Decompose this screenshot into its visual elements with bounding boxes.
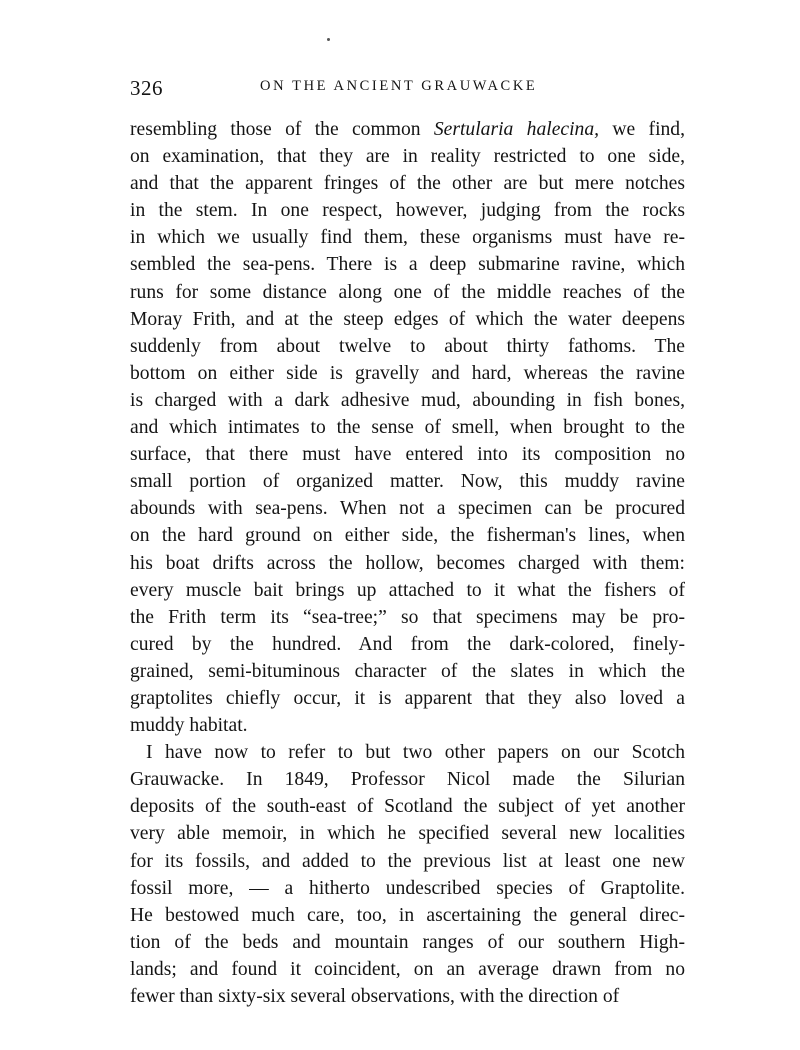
text-line: sembled the sea-pens. There is a deep submarine ravine, which [130, 254, 685, 276]
text-line: abounds with sea-pens. When not a specimen can be procured [130, 498, 685, 520]
paragraph [130, 739, 685, 1010]
text-line: in which we usually find them, these organisms must have re- [130, 227, 685, 249]
page-number: 326 [130, 76, 163, 100]
text-line: tion of the beds and mountain ranges of our southern High- [130, 931, 685, 953]
text-line: runs for some distance along one of the middle reaches of the [130, 281, 685, 303]
text-line: cured by the hundred. And from the dark-colored, finely- [130, 633, 685, 655]
running-head: ON THE ANCIENT GRAUWACKE [260, 78, 538, 94]
text-line: resembling those of the common Sertularia halecina, we find, [130, 119, 685, 140]
text-line: graptolites chiefly occur, it is apparent that they also loved a [130, 687, 685, 709]
text-line: is charged with a dark adhesive mud, abounding in fish bones, [130, 389, 685, 411]
text-line: Grauwacke. In 1849, Professor Nicol made the Silurian [130, 769, 685, 791]
text-line: on the hard ground on either side, the fisherman's lines, when [130, 525, 685, 547]
text-line: for its fossils, and added to the previous list at least one new [130, 850, 685, 872]
text-line: and that the apparent fringes of the other are but mere notches [130, 173, 685, 195]
text-line: very able memoir, in which he specified several new localities [130, 823, 685, 845]
text-line: and which intimates to the sense of smell, when brought to the [130, 417, 685, 439]
text-line: deposits of the south-east of Scotland the subject of yet another [130, 796, 685, 818]
text-line: Moray Frith, and at the steep edges of which the water deepens [130, 308, 685, 330]
text-line: lands; and found it coincident, on an average drawn from no [130, 958, 685, 980]
text-line: the Frith term its “sea-tree;” so that specimens may be pro- [130, 606, 685, 628]
text-line: small portion of organized matter. Now, this muddy ravine [130, 471, 685, 493]
text-line: every muscle bait brings up attached to it what the fishers of [130, 579, 685, 601]
page-speck [327, 38, 330, 41]
text-line: suddenly from about twelve to about thirty fathoms. The [130, 335, 685, 357]
page-header [130, 74, 685, 104]
text-line: muddy habitat. [130, 715, 248, 737]
body-text [130, 116, 685, 1010]
text-line: bottom on either side is gravelly and hard, whereas the ravine [130, 362, 685, 384]
text-line: grained, semi-bituminous character of the slates in which the [130, 660, 685, 682]
text-line: fossil more, — a hitherto undescribed species of Graptolite. [130, 877, 685, 899]
text-line: his boat drifts across the hollow, becomes charged with them: [130, 552, 685, 574]
text-line: I have now to refer to but two other papers on our Scotch [146, 742, 685, 764]
italic-species-name: Sertularia halecina, [433, 119, 600, 140]
paragraph [130, 116, 685, 739]
text-line: surface, that there must have entered into its composition no [130, 444, 685, 466]
text-line: in the stem. In one respect, however, judging from the rocks [130, 200, 685, 222]
text-line: fewer than sixty-six several observations, with the direction of [130, 986, 620, 1007]
text-line: He bestowed much care, too, in ascertaining the general direc- [130, 904, 685, 926]
text-line: on examination, that they are in reality restricted to one side, [130, 146, 685, 168]
